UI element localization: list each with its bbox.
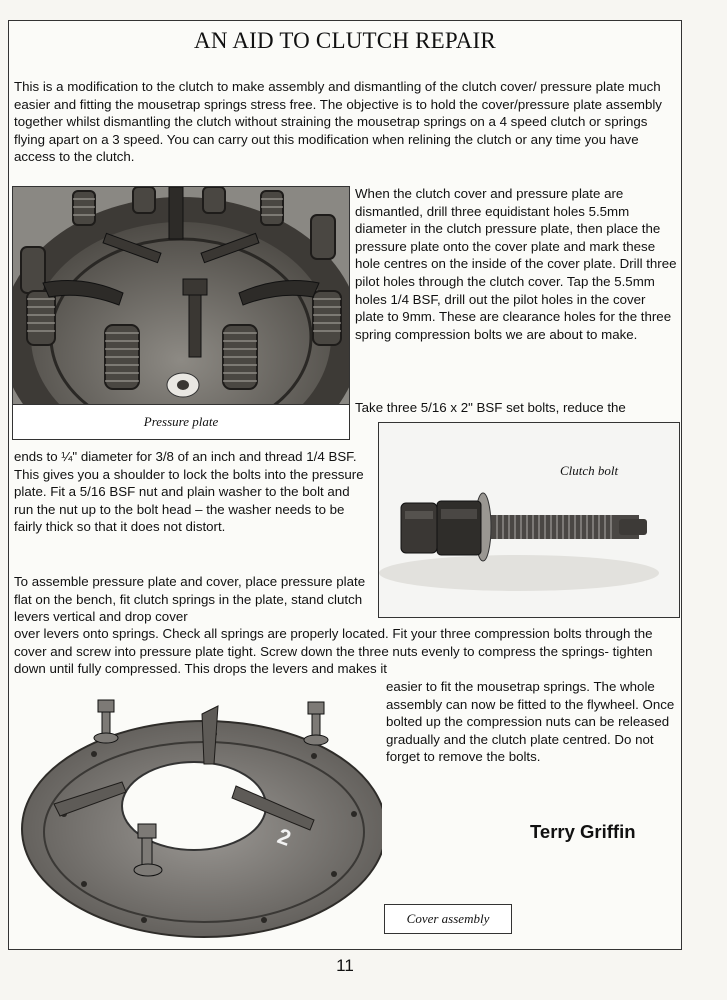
pressure-plate-caption: Pressure plate (12, 404, 350, 440)
drilling-paragraph: When the clutch cover and pressure plate are dismantled, drill three equidistant holes 5.5mm diameter in the clutch pressure plate, then place the pressure plate onto the cover plate and mark these hole centres on the inside of the cover plate. Drill three pilot holes through the clutch cover. Tap the 5.5mm holes 1/4 BSF, drill out the pilot holes in the cover plate to 9mm. These are clearance holes for the three spring compression bolts we are about to make. (355, 186, 677, 342)
intro-paragraph: This is a modification to the clutch to make assembly and dismantling of the clutch cover/ pressure plate much easier and fitting the mousetrap springs stress free. The objective is to hold the cover/pressure plate assembly together whilst dismantling the clutch without straining the mousetrap springs on a 4 speed clutch or springs flying apart on a 3 speed. You can carry out this modification when relining the clutch or any time you have access to the clutch. (14, 79, 662, 165)
author-name: Terry Griffin (530, 821, 636, 842)
bolts-paragraph-continued: ends to ¼" diameter for 3/8 of an inch and thread 1/4 BSF. This gives you a shoulder to lock the bolts into the pressure plate. Fit a 5/16 BSF nut and plain washer to the bolt and run the nut up to the bolt head – the washer needs to be fairly thick so that it does not distort. (14, 449, 364, 535)
cover-assembly-photo (14, 694, 382, 942)
assemble-paragraph-end: easier to fit the mousetrap springs. The whole assembly can now be fitted to the flywheel. Once bolted up the compression nuts can be released gradually and the clutch plate centred. Do not forget to remove the bolts. (386, 679, 675, 765)
page-number: 11 (336, 956, 354, 975)
clutch-bolt-photo (378, 422, 680, 618)
page-title: AN AID TO CLUTCH REPAIR (194, 28, 496, 53)
assemble-paragraph-continued: over levers onto springs. Check all springs are properly located. Fit your three compression bolts through the cover and screw into pressure plate tight. Screw down the three nuts evenly to compress the springs- tighten down until fully compressed. This drops the levers and makes it (14, 626, 653, 677)
clutch-bolt-caption: Clutch bolt (560, 463, 619, 478)
pressure-plate-photo (12, 186, 350, 406)
assemble-paragraph-start: To assemble pressure plate and cover, place pressure plate flat on the bench, fit clutch springs in the plate, stand clutch levers vertical and drop cover (14, 574, 366, 625)
cover-assembly-caption: Cover assembly (384, 904, 512, 934)
svg-text:2: 2 (274, 823, 295, 851)
bolts-paragraph-start: Take three 5/16 x 2" BSF set bolts, reduce the (355, 400, 626, 415)
